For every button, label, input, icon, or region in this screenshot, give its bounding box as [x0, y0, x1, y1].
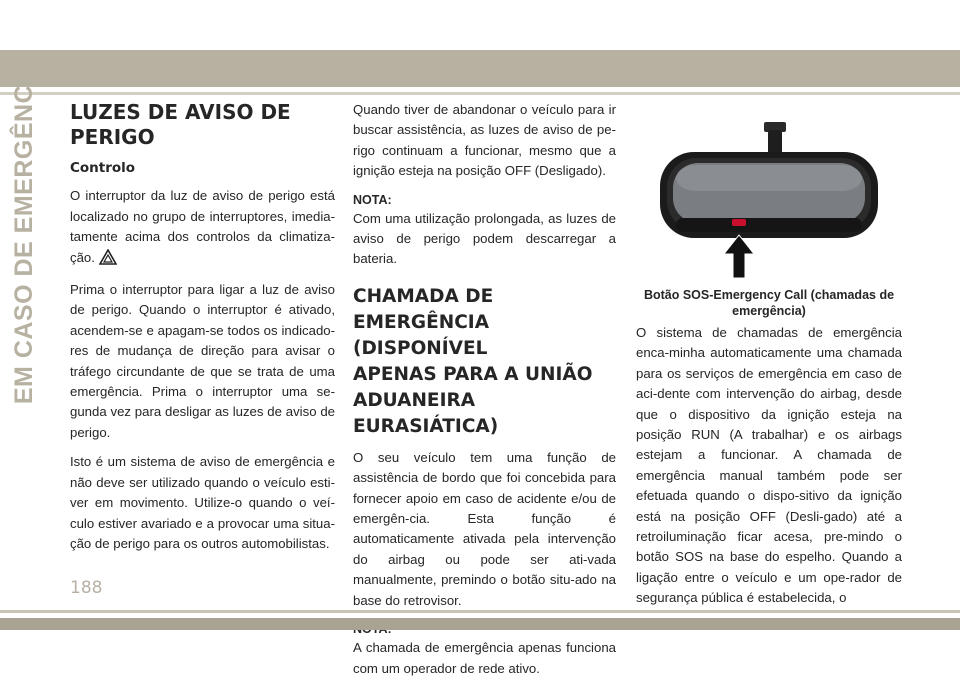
- column-1: [70, 100, 335, 563]
- note-label: NOTA:: [353, 192, 392, 207]
- ecall-title-line1: CHAMADA DE: [353, 285, 494, 307]
- header-band: [0, 50, 960, 87]
- paragraph: Isto é um sistema de aviso de emergência e não deve ser utilizado quando o veículo esti-ver em movimento. Utilize-o quando o veí-culo estiver avariado e a provocar uma situa-ção de perigo para os outros automobilistas.: [70, 454, 335, 551]
- ecall-title-line2: EMERGÊNCIA (DISPONÍVEL: [353, 311, 490, 359]
- footer-rule: [0, 610, 960, 613]
- note-text: A chamada de emergência apenas funciona com um operador de rede ativo.: [353, 640, 616, 676]
- ecall-title-line4: ADUANEIRA EURASIÁTICA): [353, 389, 499, 437]
- header-rule: [0, 92, 960, 95]
- paragraph-text: O interruptor da luz de aviso de perigo está localizado no grupo de interruptores, imedia-tamente acima dos controlos da climatiza-ção.: [70, 188, 335, 265]
- section-side-tab: [6, 58, 44, 404]
- column-2: [353, 100, 616, 688]
- page-number: 188: [70, 578, 103, 598]
- control-subtitle: Controlo: [70, 160, 136, 176]
- arrow-up-icon: [724, 235, 754, 278]
- ecall-title-line3: APENAS PARA A UNIÃO: [353, 363, 593, 385]
- paragraph: Quando tiver de abandonar o veículo para ir buscar assistência, as luzes de aviso de pe-rigo continuam a funcionar, mesmo que a ignição esteja na posição OFF (Desligado).: [353, 102, 616, 179]
- note-text: Com uma utilização prolongada, as luzes de aviso de perigo podem descarregar a bateria.: [353, 210, 616, 267]
- emergency-call-section-title: [353, 284, 616, 440]
- hazard-section-title: [70, 100, 335, 150]
- hazard-title-line1: LUZES DE AVISO DE: [70, 100, 291, 124]
- column-3-paragraph: O sistema de chamadas de emergência enca-minha automaticamente uma chamada para os serviços de emergência em caso de aci-dente com intervenção do airbag, desde que o dispositivo da ignição esteja na posição RUN (A trabalhar) e os airbags estejam a funcionar. A chamada de emergência manual também pode ser efetuada quando o dispo-sitivo da ignição está na posição OFF (Desli-gado) até a retroiluminação ficar acesa, pre-mindo o botão SOS na base do espelho. Quando a ligação entre o veículo e um ope-rador de segurança pública é estabelecida, o: [636, 325, 902, 606]
- paragraph: O seu veículo tem uma função de assistência de bordo que foi concebida para fornecer apoio em caso de acidente e/ou de emergên-cia. Esta função é automaticamente ativada pela intervenção do airbag ou pode ser ati-vada manualmente, premindo o botão situ-ado na base do retrovisor.: [353, 449, 616, 608]
- footer-band: [0, 618, 960, 630]
- side-tab-label: EM CASO DE EMERGÊNCIA: [10, 58, 39, 404]
- sos-button: [732, 219, 746, 226]
- caption-line2: emergência): [732, 304, 806, 318]
- figure-caption: [636, 287, 902, 319]
- paragraph: Prima o interruptor para ligar a luz de aviso de perigo. Quando o interruptor é ativado, acendem-se e apagam-se todos os indicado-res de mudança de direção para avisar o tráfego circundante de que se trata de uma emergência. Prima o interruptor uma se-gunda vez para desligar as luzes de aviso de perigo.: [70, 282, 335, 440]
- hazard-title-line2: PERIGO: [70, 125, 155, 149]
- rearview-mirror-figure: [636, 118, 902, 286]
- paragraph: [70, 186, 335, 271]
- hazard-warning-icon: [99, 249, 117, 271]
- caption-line1: Botão SOS-Emergency Call (chamadas de: [643, 288, 895, 302]
